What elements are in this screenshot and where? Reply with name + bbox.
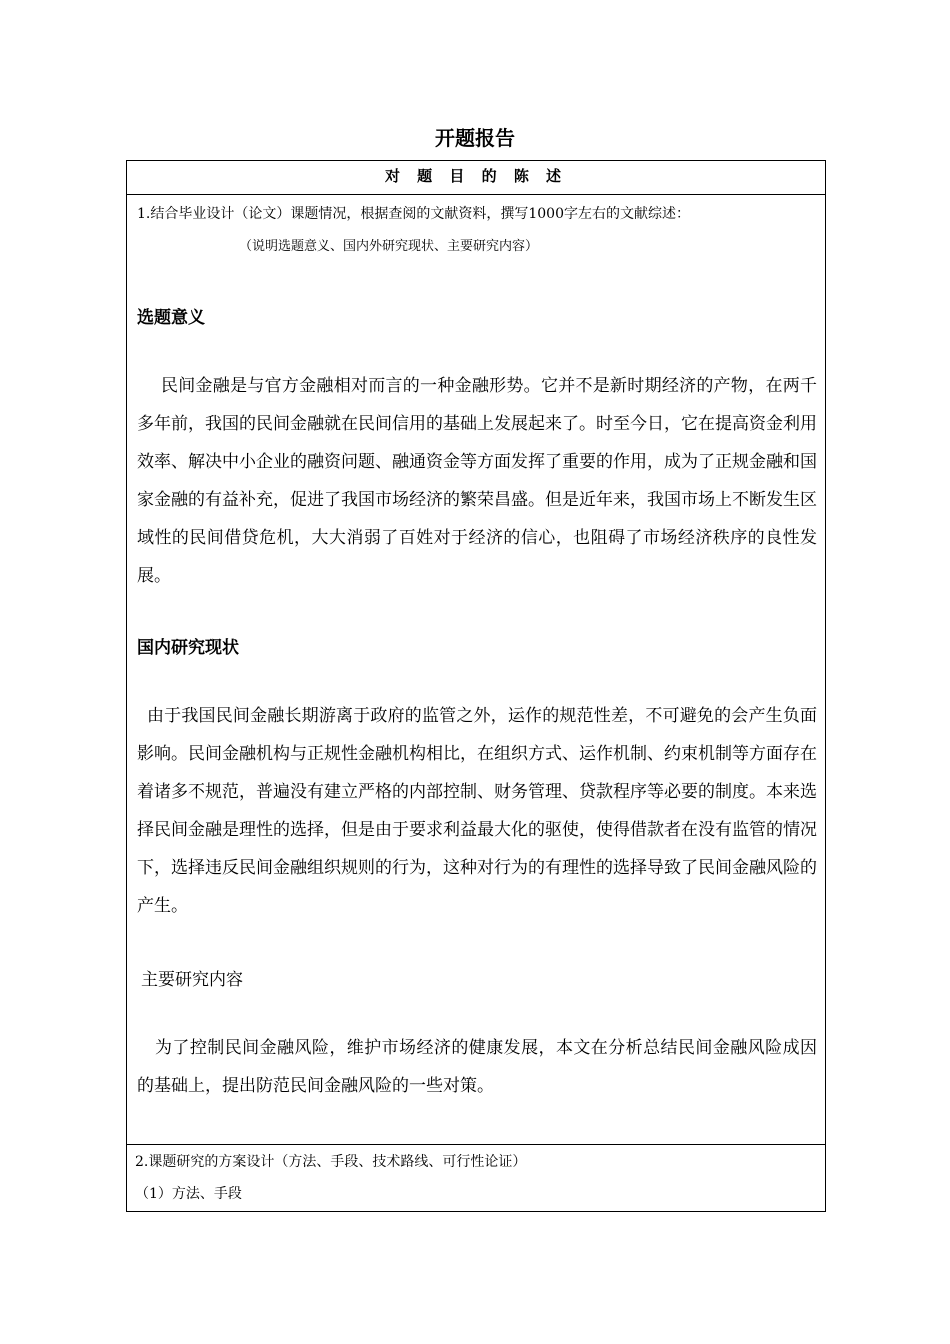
section1-note: （说明选题意义、国内外研究现状、主要研究内容）	[239, 239, 539, 254]
paragraph-significance: 民间金融是与官方金融相对而言的一种金融形势。它并不是新时期经济的产物，在两千多年前，我国的民间金融就在民间信用的基础上发展起来了。时至今日，它在提高资金利用效率、解决中小企业的融资问题、融通资金等方面发挥了重要的作用，成为了正规金融和国家金融的有益补充，促进了我国市场经济的繁荣昌盛。但是近年来，我国市场上不断发生区域性的民间借贷危机，大大消弱了百姓对于经济的信心，也阻碍了市场经济秩序的良性发展。	[137, 376, 817, 586]
heading-significance: 选题意义	[137, 308, 205, 328]
plan-design-cell	[127, 1145, 825, 1213]
page-title: 开题报告	[435, 126, 515, 150]
section2-item1: （1）方法、手段	[135, 1186, 242, 1202]
literature-review-cell	[127, 195, 825, 1145]
heading-research-status: 国内研究现状	[137, 638, 239, 658]
report-table	[126, 160, 826, 1212]
paragraph-main-content: 为了控制民间金融风险，维护市场经济的健康发展，本文在分析总结民间金融风险成因的基础上，提出防范民间金融风险的一些对策。	[137, 1038, 817, 1096]
heading-main-content: 主要研究内容	[141, 970, 243, 990]
section1-prompt: 1.结合毕业设计（论文）课题情况，根据查阅的文献资料，撰写1000字左右的文献综述：	[137, 206, 690, 222]
section2-prompt: 2.课题研究的方案设计（方法、手段、技术路线、可行性论证）	[135, 1154, 527, 1170]
paragraph-research-status: 由于我国民间金融长期游离于政府的监管之外，运作的规范性差，不可避免的会产生负面影响。民间金融机构与正规性金融机构相比，在组织方式、运作机制、约束机制等方面存在着诸多不规范，普遍没有建立严格的内部控制、财务管理、贷款程序等必要的制度。本来选择民间金融是理性的选择，但是由于要求利益最大化的驱使，使得借款者在没有监管的情况下，选择违反民间金融组织规则的行为，这种对行为的有理性的选择导致了民间金融风险的产生。	[137, 706, 817, 916]
table-header: 对 题 目 的 陈 述	[127, 161, 825, 195]
